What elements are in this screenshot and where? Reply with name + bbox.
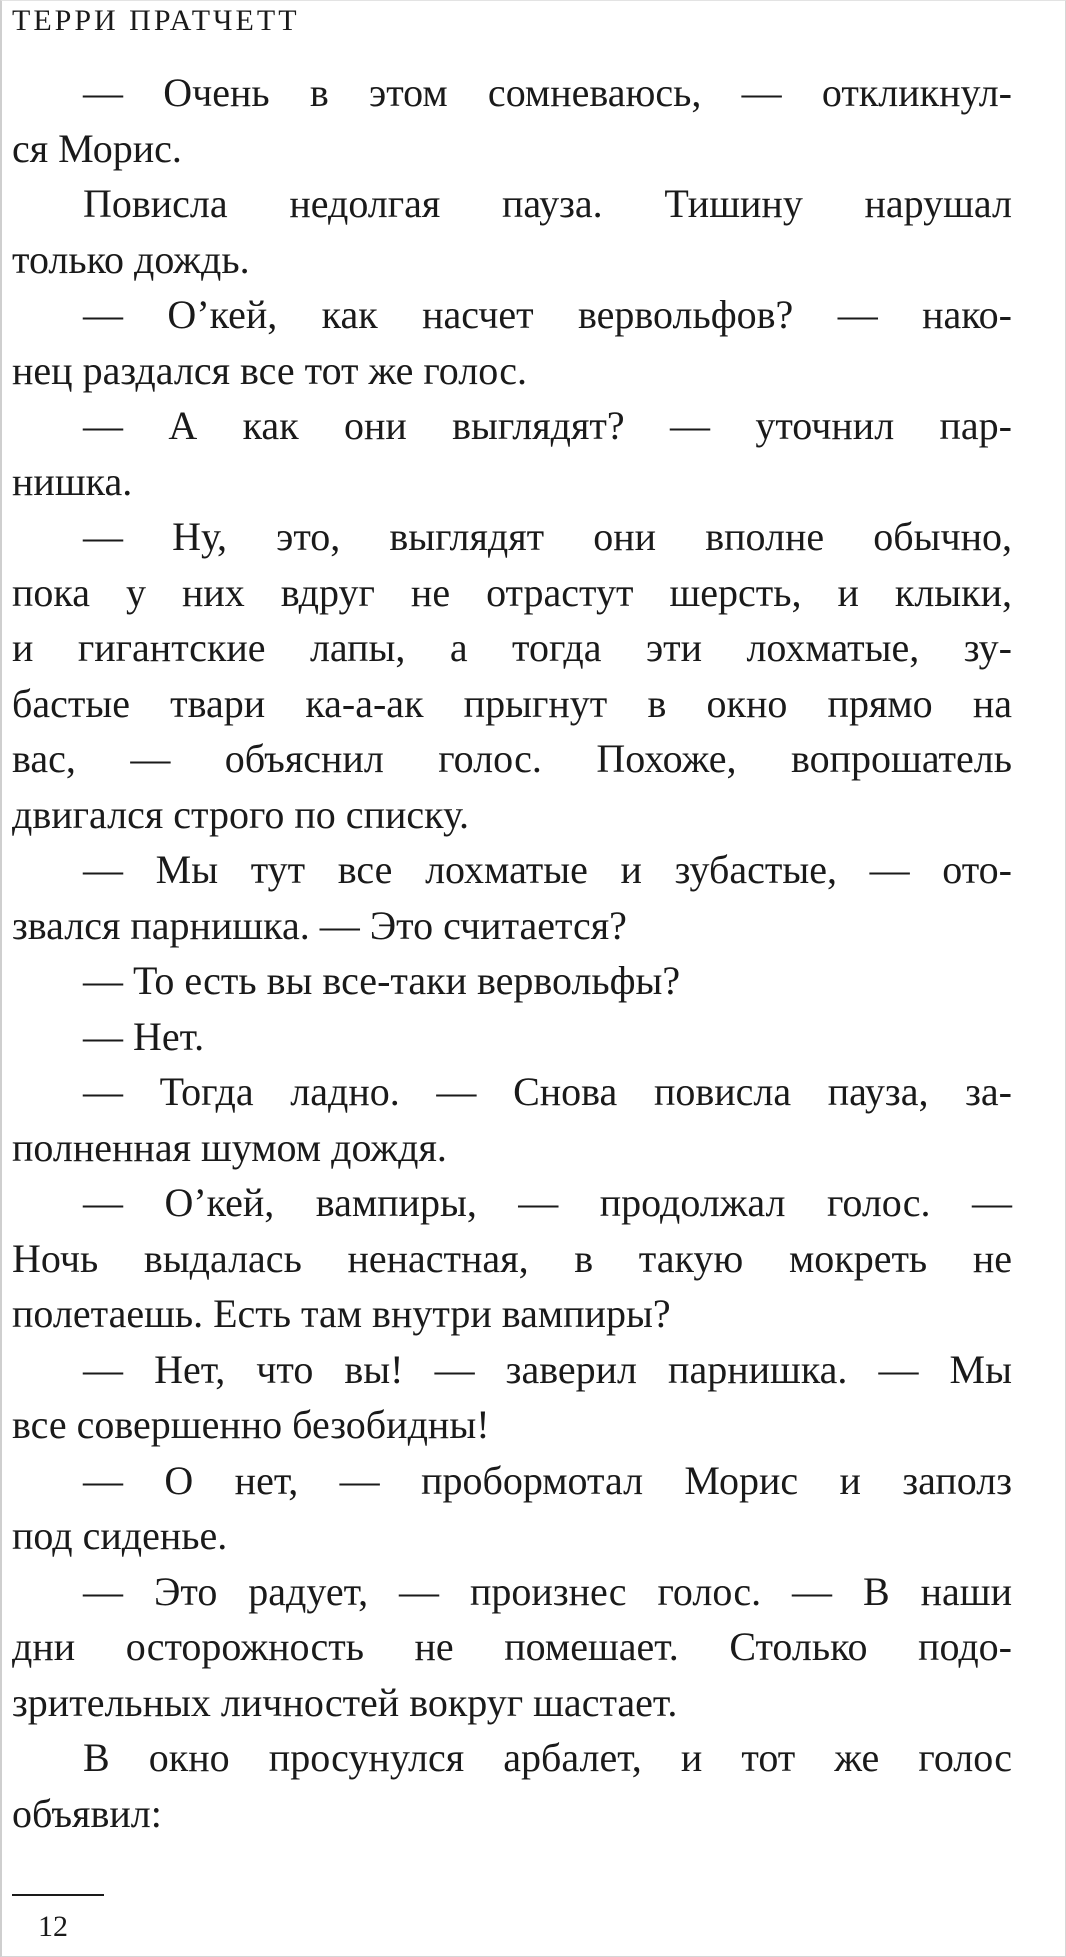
text-line: нишка. [12, 458, 133, 504]
text-line: объявил: [12, 1790, 162, 1836]
text-line: зрительных личностей вокруг шастает. [12, 1679, 678, 1725]
paragraph-first-line: — О’кей, вампиры, — продолжал голос. — [83, 1180, 1012, 1225]
text-line: все совершенно безобидны! [12, 1402, 490, 1447]
text-line: и гигантские лапы, а тогда эти лохматые, зу- [12, 625, 1012, 670]
paragraph-first-line: — Мы тут все лохматые и зубастые, — ото- [83, 847, 1012, 892]
text-line: бастые твари ка-а-ак прыгнут в окно прямо на [12, 680, 1012, 726]
text-line: под сиденье. [12, 1513, 228, 1558]
paragraph-first-line: — Нет, что вы! — заверил парнишка. — Мы [83, 1346, 1012, 1392]
text-line: Ночь выдалась ненастная, в такую мокреть не [12, 1235, 1012, 1281]
paragraph-first-line: — О’кей, как насчет вервольфов? — нако- [83, 292, 1012, 337]
text-line: только дождь. [12, 236, 250, 282]
body-text [12, 65, 1012, 1841]
text-line: двигался строго по списку. [12, 791, 469, 837]
text-line: звался парнишка. — Это считается? [12, 902, 627, 948]
paragraph-first-line: — Тогда ладно. — Снова повисла пауза, за- [83, 1069, 1012, 1114]
paragraph-first-line: — Ну, это, выглядят они вполне обычно, [83, 514, 1012, 559]
text-line: нец раздался все тот же голос. [12, 347, 527, 393]
paragraph-first-line: — Очень в этом сомневаюсь, — откликнул- [83, 70, 1012, 115]
page-number-rule [12, 1894, 104, 1896]
page-number: 12 [38, 1910, 68, 1943]
paragraph-first-line: — Нет. [83, 1013, 205, 1059]
text-line: вас, — объяснил голос. Похоже, вопрошатель [12, 736, 1012, 781]
text-line: пока у них вдруг не отрастут шерсть, и клыки, [12, 569, 1012, 615]
paragraph-first-line: В окно просунулся арбалет, и тот же голос [83, 1735, 1012, 1780]
paragraph-first-line: — Это радует, — произнес голос. — В наши [83, 1568, 1012, 1614]
text-line: ся Морис. [12, 125, 182, 171]
paragraph-first-line: — О нет, — пробормотал Морис и заполз [83, 1457, 1012, 1503]
paragraph-first-line: — То есть вы все-таки вервольфы? [83, 958, 681, 1003]
text-line: полетаешь. Есть там внутри вампиры? [12, 1291, 671, 1336]
paragraph-first-line: Повисла недолгая пауза. Тишину нарушал [83, 181, 1012, 226]
text-line: полненная шумом дождя. [12, 1124, 447, 1170]
text-line: дни осторожность не помешает. Столько подо- [12, 1624, 1012, 1669]
paragraph-first-line: — А как они выглядят? — уточнил пар- [83, 403, 1012, 448]
running-head: ТЕРРИ ПРАТЧЕТТ [12, 4, 300, 37]
